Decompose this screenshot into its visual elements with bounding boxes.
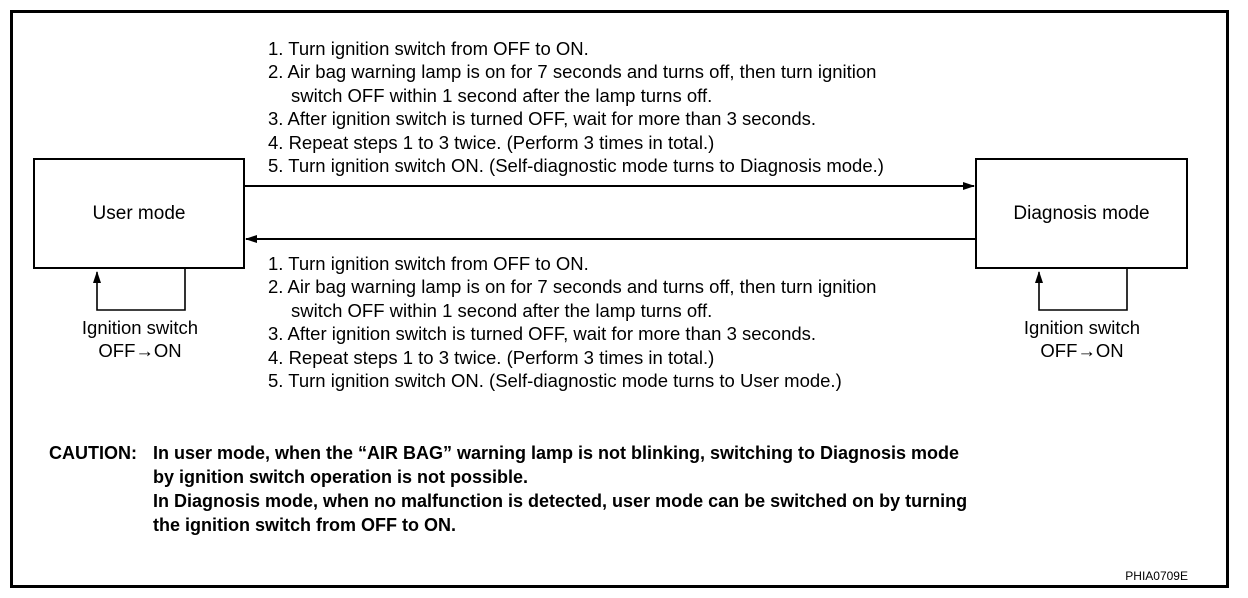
caution-body: [153, 441, 1133, 537]
diagnosis-loop-caption: [982, 316, 1182, 362]
caution-line: In Diagnosis mode, when no malfunction is detected, user mode can be switched on by turning: [153, 491, 968, 511]
step-item: 4. Repeat steps 1 to 3 twice. (Perform 3 times in total.): [268, 346, 715, 368]
step-item: 5. Turn ignition switch ON. (Self-diagnostic mode turns to User mode.): [268, 370, 842, 392]
diagnosis-mode-label: Diagnosis mode: [1013, 202, 1150, 224]
user-loop-caption: [40, 316, 240, 362]
caution-label: CAUTION:: [49, 443, 137, 463]
diagnosis-mode-box: [975, 158, 1188, 269]
step-item: 1. Turn ignition switch from OFF to ON.: [268, 38, 589, 59]
caution-line: by ignition switch operation is not possible.: [153, 467, 529, 487]
user-loop-arrow: [97, 269, 185, 310]
caution-line: In user mode, when the “AIR BAG” warning lamp is not blinking, switching to Diagnosis mode: [153, 443, 960, 463]
step-item: 3. After ignition switch is turned OFF, wait for more than 3 seconds.: [268, 323, 817, 345]
step-item: switch OFF within 1 second after the lamp turns off.: [291, 84, 713, 106]
figure-reference-code: PHIA0709E: [1125, 569, 1188, 583]
user-mode-box: [33, 158, 245, 269]
diagnosis-loop-arrow: [1039, 269, 1127, 310]
caption-line: Ignition switch: [1023, 317, 1141, 338]
step-item: 2. Air bag warning lamp is on for 7 seconds and turns off, then turn ignition: [268, 61, 877, 83]
step-item: 1. Turn ignition switch from OFF to ON.: [268, 253, 589, 274]
step-item: 2. Air bag warning lamp is on for 7 seconds and turns off, then turn ignition: [268, 276, 877, 298]
user-mode-label: User mode: [92, 202, 186, 224]
caption-line: OFF→ON: [1040, 340, 1124, 361]
step-item: 3. After ignition switch is turned OFF, wait for more than 3 seconds.: [268, 108, 817, 130]
step-item: 5. Turn ignition switch ON. (Self-diagnostic mode turns to Diagnosis mode.): [268, 155, 884, 177]
caution-line: the ignition switch from OFF to ON.: [153, 515, 456, 535]
step-item: switch OFF within 1 second after the lamp turns off.: [291, 299, 713, 321]
to-diagnosis-steps: [268, 37, 884, 177]
step-item: 4. Repeat steps 1 to 3 twice. (Perform 3 times in total.): [268, 131, 715, 153]
caption-line: OFF→ON: [98, 340, 182, 361]
to-user-steps: [268, 252, 876, 392]
caption-line: Ignition switch: [81, 317, 199, 338]
